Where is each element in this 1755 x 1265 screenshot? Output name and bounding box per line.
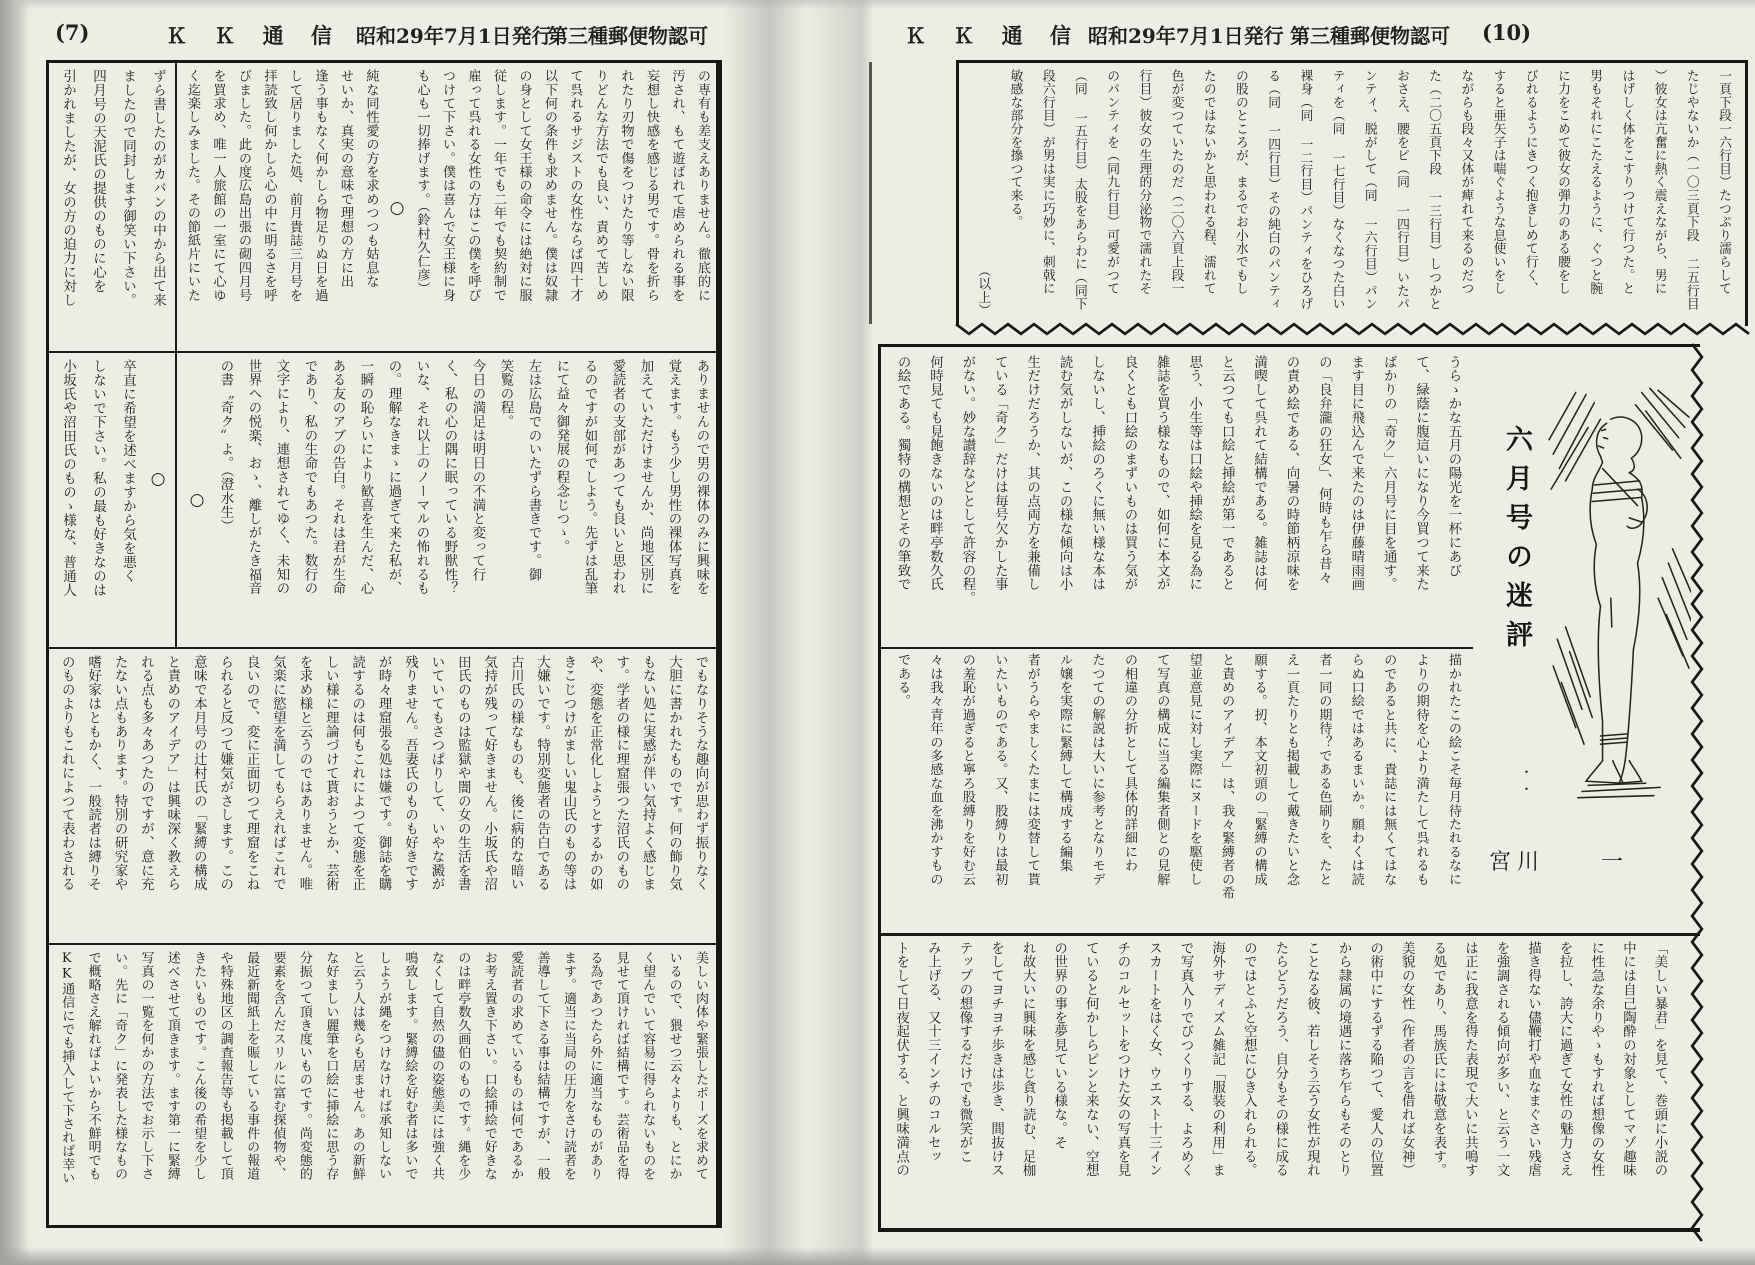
article-title-dots: ・・	[1517, 765, 1532, 799]
text-column: （同 一五行目）太股をあらわに（同下	[1071, 69, 1087, 311]
text-column: 以下何の条件も求めません。僕は奴隷	[542, 69, 557, 302]
text-column: を求め様と云うのではありません。唯	[296, 655, 312, 892]
text-column: 読するのは何もこれによつて変態を正	[349, 655, 365, 892]
text-column: のパンティを（同九行目）可愛がつて	[1104, 69, 1120, 296]
text-column: 妄想し快感を感じる男です。骨を折ら	[644, 69, 659, 302]
text-column: 満喫して呉れて結構である。雑誌は何	[1251, 355, 1267, 592]
text-column: いるので、猥せつ云々よりも、とにか	[666, 951, 682, 1181]
text-column: 文字により、連想されてゆく、未知の	[274, 359, 289, 596]
text-column: られると反つて嫌気がさします。この	[217, 655, 233, 892]
text-column: 敏感な部分を撡つて来る。	[1007, 69, 1023, 229]
text-column: 汚され、もて遊ばれて虐められる事を	[669, 69, 685, 302]
text-column: （以上）	[975, 263, 991, 317]
text-column: 世界への悦楽、おゝ、離しがたき福音	[246, 359, 261, 596]
left-band2-strip-text	[53, 359, 173, 599]
text-column: りどんな方法でも良い、責めて苦しめ	[593, 69, 608, 302]
divider-line	[175, 63, 177, 647]
text-column: のではとふと空想にひき入れられる。	[1241, 941, 1257, 1178]
text-column: て呉れるサジストの女性ならば四十才	[567, 69, 583, 302]
text-column: れ故大いに興味を感じ貪り読む、足枷	[1020, 941, 1036, 1178]
text-column: 男もそれにこたえるように、ぐつと腕	[1587, 69, 1603, 296]
text-column: ）彼女は亢奮に熱く震えながら、男に	[1651, 69, 1667, 296]
text-column: の股のところが、まるでお小水でもし	[1232, 69, 1248, 296]
text-column: 最近新聞紙上を賑している事件の報道	[244, 951, 260, 1181]
text-column: しないし、挿絵のろくに無い様な本は	[1089, 355, 1105, 592]
text-column: 左は広島でのいたずら書きです。御	[526, 359, 541, 582]
text-column: ます目に飛込んで来たのは伊藤晴雨画	[1348, 355, 1364, 592]
text-column: る（同 一四行目）その純白のパンティ	[1265, 69, 1281, 311]
left-masthead: Ｋ Ｋ 通 信	[166, 23, 342, 48]
left-page-number: (7)	[55, 20, 90, 45]
right-band3-text	[885, 941, 1675, 1227]
text-column: 描かれたこの絵こそ毎月待たれるなに	[1446, 653, 1461, 886]
text-column: と責めのアイデア」は興味深く教えら	[164, 655, 180, 892]
divider-line	[49, 943, 716, 945]
text-column: テップの想像するだけでも微笑がこ	[956, 941, 972, 1164]
bound-figure-illustration	[1547, 381, 1691, 805]
text-column: 残りません。吾妻氏のものも好きです	[402, 655, 418, 892]
text-column: ○	[148, 468, 168, 490]
text-column: きたいものです。こん後の希望を少し	[191, 951, 207, 1181]
text-column: の羞恥が過ぎると寧ろ股縛りを好む云	[959, 653, 975, 886]
right-band2-lower-text	[885, 653, 1469, 927]
text-column: え一頁たりとも掲載して戴きたいと念	[1283, 653, 1299, 886]
text-column: おさえ、腰をピ（同 一四行目）いたパ	[1393, 69, 1409, 311]
text-column: と云う人は幾らも居ません。あの新鮮	[349, 951, 365, 1181]
text-column: なくして自然の儘の姿態美には強く共	[428, 951, 444, 1181]
text-column: つけて下さい。僕は喜んで女王様に身	[440, 69, 455, 302]
text-column: しないで下さい。私の最も好きなのは	[90, 359, 106, 597]
text-column: すると亜矢子は喘ぐような息使いをし	[1490, 69, 1506, 296]
text-column: 善導して下さる事は結構ですが、一般	[534, 951, 550, 1181]
text-column: しい様に理論づけて貰おうとか、芸術	[323, 655, 339, 892]
right-postal-permit: 第三種郵便物認可	[1290, 24, 1450, 48]
text-column: る処であり、馬族氏には敬意を表す。	[1430, 941, 1446, 1178]
text-column: せいか、真実の意味で理想の方に出	[338, 69, 353, 289]
text-column: 一頁下段一六行目）たつぷり濡らして	[1716, 69, 1731, 296]
text-column: がない。妙な讃辞などとして許容の程。	[959, 355, 975, 606]
text-column: 描き得ない儘鞭打や血なまぐさい残虐	[1525, 941, 1541, 1178]
text-column: 雇って呉れる女性の方はこの僕を呼び	[465, 69, 481, 302]
text-column: 一瞬の恥らいにより歓喜を生んだ、心	[358, 359, 373, 596]
text-column: 良くとも口絵のまずいものは買う気が	[1121, 355, 1137, 592]
text-column: 良いので、変に正面切つて理窟をこね	[244, 655, 260, 892]
text-column: 見せて頂ければ結構です。芸術品を得	[613, 951, 629, 1181]
text-column: 卒直に希望を述べますから気を悪く	[120, 359, 136, 583]
text-column: 愛読者の求めているものは何であるか	[508, 951, 524, 1181]
text-column: す。学者の様に理窟張つた沼氏のもの	[613, 655, 629, 892]
right-masthead: Ｋ Ｋ 通 信	[905, 23, 1081, 48]
text-column: でもなりそうな趣向が思わず振りなく	[693, 655, 708, 892]
text-column: トをして日夜起伏する、と興味満点の	[893, 941, 909, 1178]
text-column: るのですが如何でしよう。先ずは乱筆	[582, 359, 597, 596]
text-column: いたいものである。又、股縛りは最初	[992, 653, 1008, 886]
zigzag-border-horizontal	[956, 322, 1748, 336]
text-column: 写真の一覧を何かの方法でお示し下さ	[138, 951, 154, 1181]
zigzag-border-vertical	[1690, 344, 1704, 1232]
text-column: と責めのアイデア」は、我々緊縛者の希	[1219, 653, 1235, 900]
left-band2-main-text	[179, 359, 715, 641]
text-column: の責め絵である、向暑の時節柄涼味を	[1283, 355, 1299, 592]
text-column: いな、それ以上のノーマルの怖れるも	[414, 359, 429, 596]
text-column: て写真の構成に当る編集者側との見解	[1154, 653, 1170, 886]
text-column: や特殊地区の調査報告等も掲載して頂	[217, 951, 233, 1181]
text-column: も心も一切捧げます。（鈴村久仁彦）	[414, 69, 430, 296]
text-column: 色が変つていたのだ（二〇六頁上段一	[1168, 69, 1184, 296]
article-author: 宮川 一	[1489, 850, 1630, 875]
text-column: く望んでいて容易に得られないものを	[640, 951, 656, 1181]
text-column: 気楽に慾望を満してもらえればこれで	[270, 655, 286, 892]
text-column: れる点も多々あつたのですが、意に充	[138, 655, 154, 892]
text-column: 田氏のものは監獄や闇の女の生活を書	[455, 655, 471, 892]
text-column: は正に我意を得た表現で大いに共鳴す	[1462, 941, 1478, 1178]
text-column: 何時見ても見飽きないのは畔亭数久氏	[927, 355, 943, 592]
gutter-ink-streak	[869, 62, 872, 324]
divider-line	[49, 351, 716, 353]
text-column: の術中にするずる陥つて、愛人の位置	[1367, 941, 1383, 1178]
scan-edge-bottom	[0, 1247, 1755, 1265]
text-column: の専有も差支えありません。徹底的に	[695, 69, 710, 302]
text-column: KK通信にでも挿入して下されば幸い	[59, 951, 75, 1185]
text-column: の相違の分折として具体的詳細にわ	[1121, 653, 1137, 873]
text-column: ながらも段々又体が痺れて来るのだつ	[1458, 69, 1474, 296]
text-column: の「良弁瀧の狂女」、何時も乍ら昔々	[1316, 355, 1332, 585]
text-column: 純な同性愛の方を求めつつも姑息な	[363, 69, 379, 289]
text-column: て、緑蔭に腹這いになり今買つて来た	[1413, 355, 1429, 592]
text-column: 段六行目）が男は実に巧妙に、刺戟に	[1039, 69, 1055, 296]
text-column: たない点もあります。特別の研究家や	[112, 655, 128, 892]
text-column: お考え置き下さい。口絵挿絵で好きな	[481, 951, 497, 1181]
text-column: 四月号の天泥氏の提供のものに心を	[90, 69, 106, 293]
left-issue-date: 昭和29年7月1日発行	[356, 24, 552, 48]
text-column: と云つても口絵と挿絵が第一であると	[1219, 355, 1235, 592]
text-column: いていてもさつぱりして、いやな澱が	[428, 655, 444, 892]
text-column: で概略さえ解ればよいから不鮮明でも	[85, 951, 101, 1181]
text-column: であり、私の生命でもあつた。数行の	[302, 359, 317, 596]
text-column: チのコルセットをつけた女の写真を見	[1114, 941, 1130, 1178]
left-band1-strip-text	[53, 69, 173, 347]
text-column: 思う、小生等は口絵や挿絵を見る為に	[1186, 355, 1202, 592]
text-column: 今日の満足は明日の不満と変って行	[470, 359, 485, 582]
text-column: ありませんので男の裸体のみに興味を	[694, 359, 709, 596]
text-column: ○	[187, 489, 207, 511]
text-column: を強調される傾向が多い、と云う一文	[1494, 941, 1510, 1178]
text-column: ばかりの「奇ク」六月号に目を通す。	[1381, 355, 1397, 592]
text-column: み上げる、又十三インチのコルセッ	[925, 941, 941, 1164]
text-column: 気持が残って好きません。小坂氏や沼	[481, 655, 497, 892]
text-column: ます。適当に当局の圧力をさけ読者を	[560, 951, 576, 1181]
left-band3-text	[53, 655, 713, 937]
text-column: 逢う事もなく何かしら物足りぬ日を過	[312, 69, 328, 302]
text-column: らぬ口絵ではあるまいか。願わくは読	[1348, 653, 1364, 886]
text-column: よりの期待を心より満たして呉れるも	[1413, 653, 1429, 886]
text-column: 鳴致します。緊縛絵を好む者は多いで	[402, 951, 418, 1181]
text-column: もない処に実感が伴い気持よく感じま	[640, 655, 656, 892]
text-column: たじやないか（一〇三頁下段 二五行目	[1683, 69, 1699, 311]
text-column: のは畔亭数久画伯のものです。縄を少	[455, 951, 471, 1181]
text-column: ている「奇ク」だけは毎号欠かした事	[992, 355, 1008, 592]
text-column: を買求め、唯一人旅館の一室にて心ゆ	[210, 69, 226, 302]
text-column: 引かれましたが、女の方の迫力に対し	[60, 69, 76, 307]
text-column: た（二〇五頁下段 一三行目）しつかと	[1426, 69, 1442, 311]
text-column: ずら書したのがカバンの中から出て来	[150, 69, 166, 307]
text-column: の身として女王様の命令には絶対に服	[516, 69, 532, 302]
text-column: から隷属の境遇に落ち乍らもそのとり	[1336, 941, 1352, 1178]
left-postal-permit: 第三種郵便物認可	[548, 24, 708, 48]
text-column: 述べさせて頂きます。ます第一に緊縛	[164, 951, 180, 1181]
text-column: や、変態を正常化しようとするかの如	[587, 655, 603, 892]
article-title: 六月号の迷評	[1501, 425, 1532, 659]
text-column: 大嫌いです。特別変態者の告白である	[534, 655, 550, 892]
text-column: たのではないかと思われる程、濡れて	[1200, 69, 1216, 296]
text-column: ある友のアブの告白。それは君が生命	[330, 359, 345, 596]
text-column: びました。此の度広島出張の砌四月号	[236, 69, 251, 302]
text-column: たつての解説は大いに参考となりモデ	[1089, 653, 1105, 886]
text-column: きこじつけがましい鬼山氏のもの等は	[560, 655, 576, 892]
text-column: い。先に「奇ク」に発表した様なもの	[112, 951, 128, 1181]
text-column: 要素を含んだスリルに富む探偵物や、	[270, 951, 286, 1181]
text-column: を拉し、誇大に過ぎて女性の魅力さえ	[1557, 941, 1573, 1178]
text-column: 意味で本月号の辻村氏の「緊縛の構成	[191, 655, 207, 892]
right-band2-upper-text	[885, 355, 1469, 641]
text-column: 嗜好家はともかく、一般読者は縛りそ	[85, 655, 101, 892]
text-column: 雑誌を買う様なもので、如何に本文が	[1154, 355, 1170, 592]
text-column: 々は我々青年の多感な血を沸かすもの	[927, 653, 943, 886]
right-page-number: (10)	[1482, 20, 1532, 45]
text-column: のものよりもこれによつて表わされる	[59, 655, 75, 892]
text-column: 行目）彼女の生理的分泌物で濡れたそ	[1136, 69, 1152, 296]
text-column: る為であつたら外に適当なものがあり	[587, 951, 603, 1181]
text-column: の書〝奇ク〟よ。（澄水生）	[218, 359, 233, 533]
text-column: れたり刃物で傷をつけたり等しない限	[618, 69, 634, 302]
text-column: 分振つて頂き度いものです。尚変態的	[296, 951, 312, 1181]
text-column: ことなる彼、若しそう云う女性が現れ	[1304, 941, 1320, 1178]
text-column: 生だけだろうか、其の点両方を兼備し	[1024, 355, 1040, 592]
text-column: く、私の心の隅に眠っている野獣性？	[442, 359, 457, 596]
text-column: く迄楽しみました。その節紙片にいた	[185, 69, 200, 302]
text-column: の絵である。獨特の構想とその筆致で	[895, 355, 911, 592]
text-column: 小坂氏や沼田氏のものゝ様な、普通人	[60, 359, 76, 597]
text-column: びれるようにきつく抱きしめて行く、	[1522, 69, 1538, 296]
text-column: 美貌の女性（作者の言を借れば女神）	[1399, 941, 1415, 1178]
text-column: ていると何かしらピンと来ない、空想	[1083, 941, 1099, 1178]
left-page-frame	[46, 60, 722, 1228]
text-column: が時々理窟張る処は嫌です。御誌を購	[376, 655, 392, 892]
right-issue-date: 昭和29年7月1日発行	[1088, 24, 1284, 48]
divider-line	[49, 647, 716, 649]
text-column: はげしく体をこすりつけて行つた。と	[1619, 69, 1635, 296]
text-column: 大胆に書かれたものです。何の飾り気	[666, 655, 682, 892]
text-column: しようが縄をつけなければ承知しない	[376, 951, 392, 1181]
text-column: 「美しい暴君」を見て、巻頭に小説の	[1652, 941, 1667, 1178]
text-column: ○	[387, 197, 407, 219]
text-column: 覚えます。もう少し男性の裸体写真を	[666, 359, 681, 596]
text-column: たらどうだろう、自分もその様に成る	[1272, 941, 1288, 1178]
text-column: で写真入りでびつくりする、よろめく	[1178, 941, 1194, 1178]
right-band1-text	[965, 69, 1739, 317]
text-column: の。理解なきまゝに過ぎて来た私が、	[386, 359, 401, 596]
text-column: 者がうらやましくたまには変替して貰	[1024, 653, 1040, 886]
text-column: 中には自己陶酔の対象としてマゾ趣味	[1620, 941, 1636, 1178]
left-band4-text	[53, 951, 713, 1219]
scan-edge-top	[0, 0, 1755, 10]
text-column: 読む気がしないが、この様な傾向は小	[1057, 355, 1073, 592]
text-column: して居りました処、前月貴誌三月号を	[287, 69, 302, 302]
text-column: 拝読致し何かしら心の中に明るさを呼	[261, 69, 277, 302]
divider-line	[881, 933, 1700, 936]
text-column: をしてヨチヨチ歩きは歩き、間抜けス	[988, 941, 1004, 1178]
text-column: ティを（同 一七行目）なくなつた白い	[1329, 69, 1345, 311]
text-column: 望並意見に対し実際にヌードを駆使し	[1186, 653, 1202, 886]
left-band1-main-text	[179, 69, 715, 347]
text-column: 従します。一年でも二年でも契約制で	[491, 69, 506, 302]
page-gutter-shadow	[724, 0, 874, 1265]
scan-edge-left	[0, 0, 30, 1265]
text-column: 加えていただけませんか、尚地区別に	[638, 359, 653, 596]
text-column: な好ましい麗筆を口絵に挿絵に思う存	[323, 951, 339, 1181]
text-column: ましたので同封します御笑い下さい。	[120, 69, 136, 307]
text-column: 裸身（同 一二行目）パンティをひろげ	[1297, 69, 1313, 311]
text-column: 願する。扨、本文初頭の「緊縛の構成	[1251, 653, 1267, 886]
divider-line	[881, 647, 1473, 649]
text-column: である。	[895, 653, 911, 708]
text-column: にて益々御発展の程念じつゝ。	[554, 359, 569, 554]
text-column: ル嬢を実際に緊縛して構成する編集	[1057, 653, 1073, 873]
text-column: 古川氏の様なものも、後に病的な暗い	[508, 655, 524, 892]
text-column: ンティ、脱がして（同 一六行目）パン	[1361, 69, 1377, 311]
text-column: の世界の事を夢見ている様な。そ	[1051, 941, 1067, 1150]
text-column: 笑覧の程。	[498, 359, 513, 429]
text-column: 美しい肉体や緊張したポーズを求めて	[693, 951, 708, 1181]
right-top-excerpt-frame	[956, 60, 1748, 326]
text-column: 愛読者の支部があつても良いと思われ	[610, 359, 625, 596]
text-column: のであると共に、貴誌には無くてはな	[1381, 653, 1397, 886]
text-column: うらゝかな五月の陽光を一杯にあび	[1446, 355, 1461, 578]
text-column: 者一同の期待？である色刷りを、たと	[1316, 653, 1332, 886]
text-column: スカートをはく女、ウエスト十三イン	[1146, 941, 1162, 1178]
text-column: に力をこめて彼女の弾力のある腰をし	[1554, 69, 1570, 296]
text-column: 海外サディズム雑記「服装の利用」ま	[1209, 941, 1225, 1178]
right-review-frame	[878, 344, 1700, 1232]
text-column: に性急な余りやゝもすれば想像の女性	[1588, 941, 1604, 1178]
